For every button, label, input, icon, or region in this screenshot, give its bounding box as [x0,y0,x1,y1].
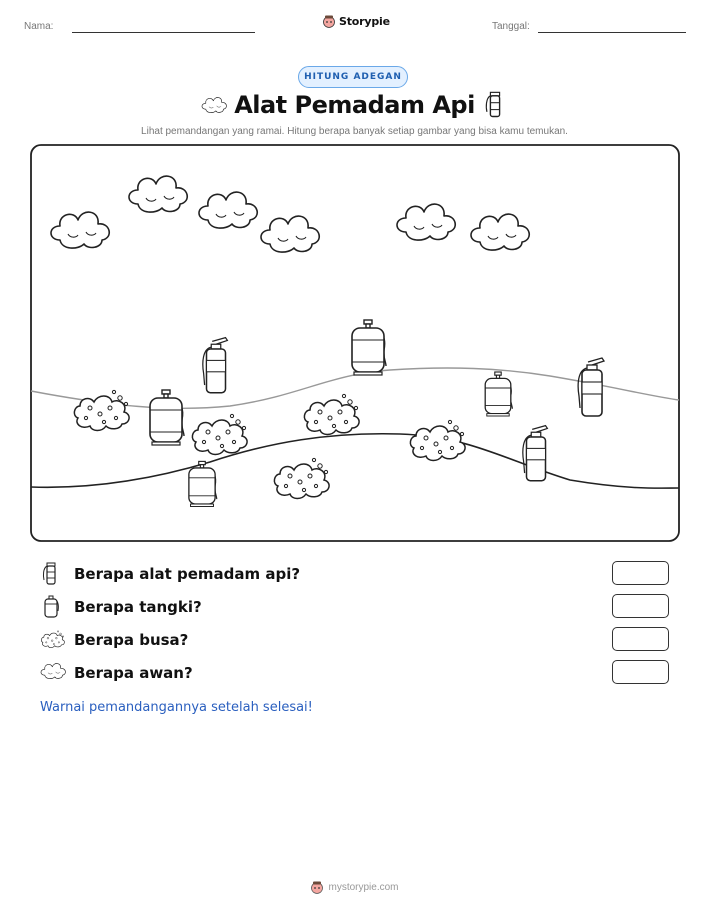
footer-url[interactable]: mystorypie.com [328,881,399,893]
name-field[interactable] [72,32,255,33]
page-subtitle: Lihat pemandangan yang ramai. Hitung berapa banyak setiap gambar yang bisa kamu temukan. [141,126,568,137]
counting-scene [30,144,680,542]
question-row [40,627,670,653]
activity-badge: HITUNG ADEGAN [298,66,408,88]
storypie-mascot-icon [322,14,336,28]
date-field[interactable] [538,32,686,33]
fire-extinguisher-icon [40,561,62,587]
name-label: Nama: [24,21,54,32]
date-label: Tanggal: [492,21,530,32]
storypie-mascot-icon [310,880,324,894]
brand-logo [322,14,390,28]
question-text: Berapa busa? [74,631,189,649]
page-title: Alat Pemadam Api [234,91,475,119]
question-row [40,561,670,587]
answer-box[interactable] [612,660,669,684]
instruction-text: Warnai pemandangannya setelah selesai! [40,700,313,715]
foam-icon [40,627,66,651]
answer-box[interactable] [612,561,669,585]
question-text: Berapa tangki? [74,598,202,616]
tank-icon [40,594,62,620]
brand-name: Storypie [339,14,390,28]
answer-box[interactable] [612,627,669,651]
answer-box[interactable] [612,594,669,618]
question-row [40,594,670,620]
footer [0,880,709,894]
question-text: Berapa alat pemadam api? [74,565,301,583]
question-text: Berapa awan? [74,664,193,682]
cloud-icon [40,660,68,682]
fire-extinguisher-icon [483,90,507,120]
question-row [40,660,670,686]
